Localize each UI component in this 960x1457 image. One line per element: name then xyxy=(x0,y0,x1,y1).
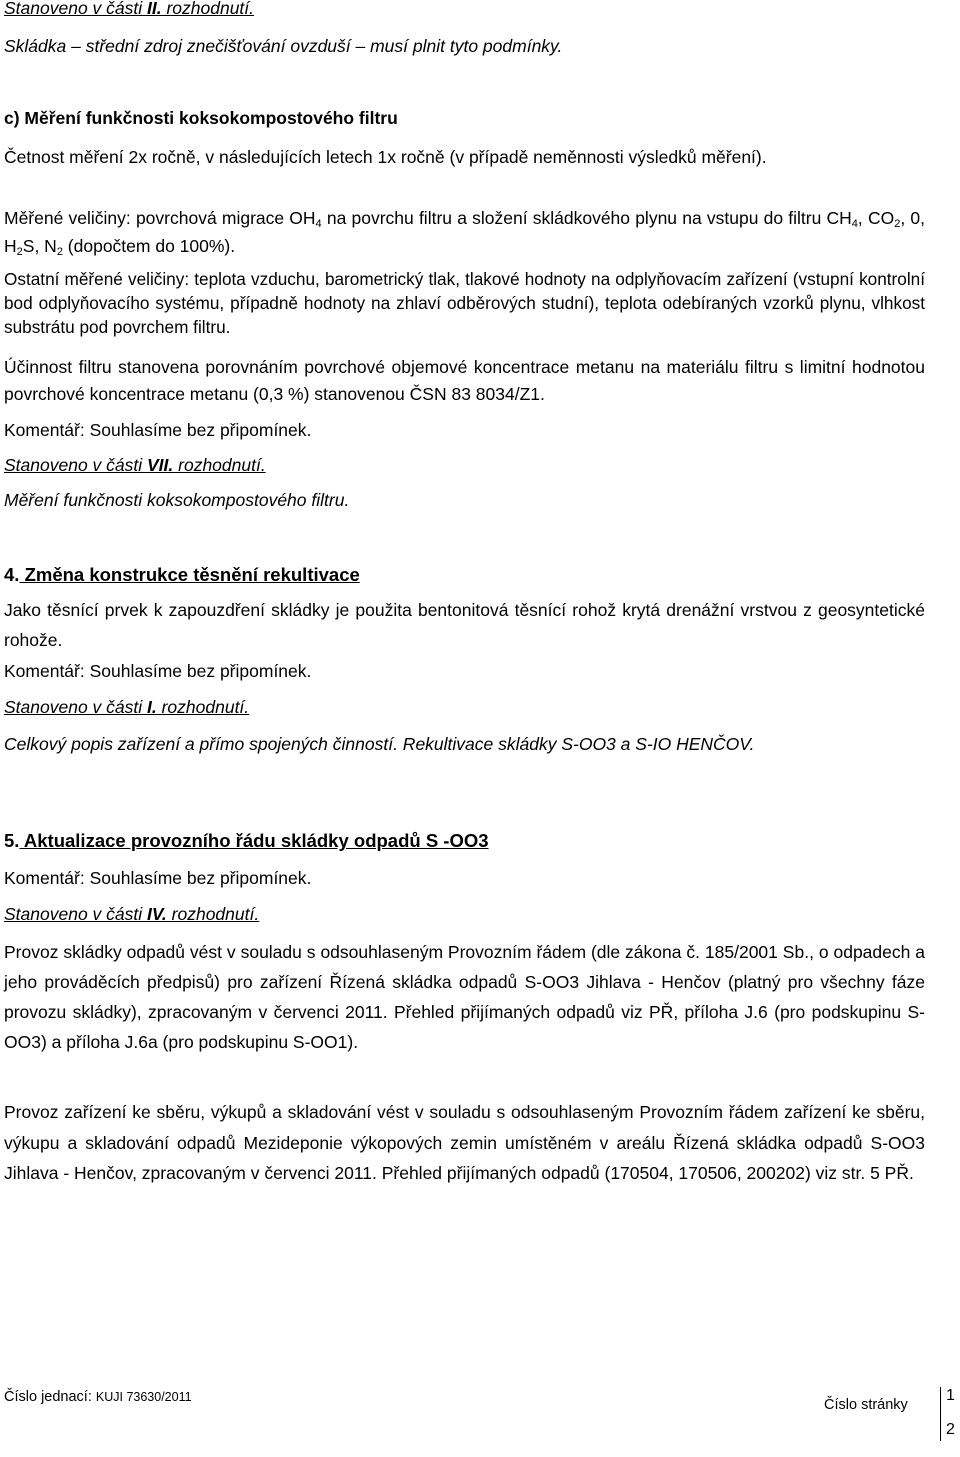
page-number-current: 1 xyxy=(946,1387,955,1404)
collection-facility-paragraph: Provoz zařízení ke sběru, výkupů a skladování vést v souladu s odsouhlaseným Provozním řádem zařízení ke sběru, výkupu a skladování odpadů Mezideponie výkopových zemin umístěném v areálu Řízená skládka odpadů S-OO3 Jihlava - Henčov, zpracovaným v červenci 2011. Přehled přijímaných odpadů (170504, 170506, 200202) viz str. 5 PŘ. xyxy=(4,1102,925,1183)
measured-quantities-paragraph: Měřené veličiny: povrchová migrace $OH_4$ na povrchu filtru a složení skládkového plynu na vstupu do filtru $CH_4$, $CO_2$, 0, $H_2S$, $N_2$ (dopočtem do 100%). xyxy=(4,208,925,258)
page-number-divider xyxy=(940,1387,941,1441)
stanoveno-reference xyxy=(4,0,254,23)
stanoveno-reference xyxy=(4,900,259,929)
reference-number xyxy=(4,1389,192,1405)
stanoveno-text-end: rozhodnutí. xyxy=(173,455,266,475)
page-number-label: Číslo stránky xyxy=(824,1397,908,1413)
stanoveno-text: Stanoveno v části xyxy=(4,455,147,475)
reference-text: Měření funkčnosti koksokompostového filtru. xyxy=(4,490,350,510)
stanoveno-part: II. xyxy=(147,0,162,18)
section-heading-5 xyxy=(4,826,489,855)
stanoveno-part: IV. xyxy=(147,904,167,924)
reference-text: Celkový popis zařízení a přímo spojených činností. Rekultivace skládky S-OO3 a S-IO HENČOV. xyxy=(4,734,755,754)
other-measured-paragraph: Ostatní měřené veličiny: teplota vzduchu, barometrický tlak, tlakové hodnoty na odplyňovacím zařízení (vstupní kontrolní bod odplyňovacího systému, případně hodnoty na zhlaví odběrových studní), teplota odebíraných vzorků plynu, vlhkost substrátu pod povrchem filtru. xyxy=(4,269,925,337)
section-title: Aktualizace provozního řádu skládky odpadů S -OO3 xyxy=(19,830,489,851)
comment-text: Komentář: Souhlasíme bez připomínek. xyxy=(4,868,312,888)
section-title: Změna konstrukce těsnění rekultivace xyxy=(19,564,360,585)
page-number-total: 2 xyxy=(946,1421,955,1438)
page-footer xyxy=(4,1385,960,1445)
comment-text: Komentář: Souhlasíme bez připomínek. xyxy=(4,420,312,440)
stanoveno-text-end: rozhodnutí. xyxy=(161,0,255,18)
stanoveno-reference xyxy=(4,451,266,480)
stanoveno-text: Stanoveno v části xyxy=(4,904,147,924)
reference-label: Číslo jednací: xyxy=(4,1389,96,1405)
stanoveno-text-end: rozhodnutí. xyxy=(166,904,260,924)
section-4-body: Jako těsnící prvek k zapouzdření skládky je použita bentonitová těsnící rohož krytá drenážní vrstvou z geosyntetické rohože. xyxy=(4,600,925,650)
efficiency-paragraph: Účinnost filtru stanovena porovnáním povrchové objemové koncentrace metanu na materiálu filtru s limitní hodnotou povrchové koncentrace metanu (0,3 %) stanovenou ČSN 83 8034/Z1. xyxy=(4,357,925,404)
section-number: 4. xyxy=(4,564,20,585)
comment-text: Komentář: Souhlasíme bez připomínek. xyxy=(4,661,312,681)
frequency-paragraph: Četnost měření 2x ročně, v následujících letech 1x ročně (v případě neměnnosti výsledků měření). xyxy=(4,147,767,167)
stanoveno-reference xyxy=(4,693,249,722)
condition-text: Skládka – střední zdroj znečišťování ovzduší – musí plnit tyto podmínky. xyxy=(4,36,563,56)
reference-value: KUJI 73630/2011 xyxy=(95,1390,192,1404)
section-heading-4 xyxy=(4,560,360,589)
operating-rules-paragraph: Provoz skládky odpadů vést v souladu s odsouhlaseným Provozním řádem (dle zákona č. 185/2001 Sb., o odpadech a jeho prováděcích předpisů) pro zařízení Řízená skládka odpadů S-OO3 Jihlava - Henčov (platný pro všechny fáze provozu skládky), zpracovaným v červenci 2011. Přehled přijímaných odpadů viz PŘ, příloha J.6 (pro podskupinu S-OO3) a příloha J.6a (pro podskupinu S-OO1). xyxy=(4,942,925,1052)
section-number: 5. xyxy=(4,830,20,851)
stanoveno-text: Stanoveno v části xyxy=(4,697,147,717)
stanoveno-text-end: rozhodnutí. xyxy=(156,697,250,717)
stanoveno-part: VII. xyxy=(147,455,174,475)
stanoveno-part: I. xyxy=(147,697,157,717)
stanoveno-text: Stanoveno v části xyxy=(4,0,147,18)
subheading-filter-measurement: c) Měření funkčnosti koksokompostového filtru xyxy=(4,108,398,128)
